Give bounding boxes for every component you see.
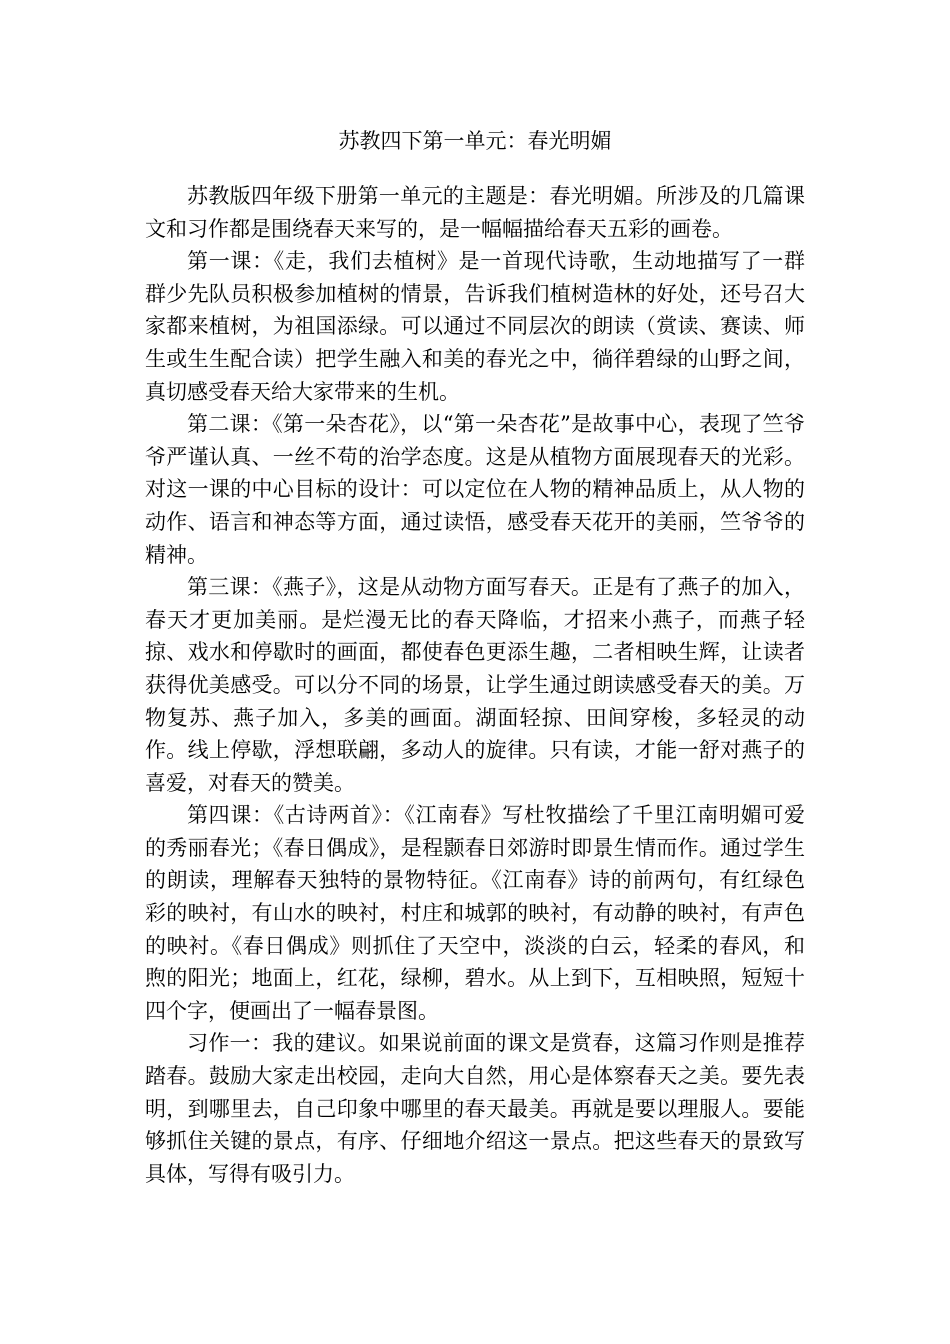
paragraph-writing-1: 习作一：我的建议。如果说前面的课文是赏春，这篇习作则是推荐踏春。鼓励大家走出校园，走向大自然，用心是体察春天之美。要先表明，到哪里去，自己印象中哪里的春天最美。再就是要以理服人。要能够抓住关键的景点，有序、仔细地介绍这一景点。把这些春天的景致写具体，写得有吸引力。 (145, 1031, 805, 1186)
paragraph-lesson-2: 第二课：《第一朵杏花》，以“第一朵杏花”是故事中心，表现了竺爷爷严谨认真、一丝不苟的治学态度。这是从植物方面展现春天的光彩。对这一课的中心目标的设计：可以定位在人物的精神品质上，从人物的动作、语言和神态等方面，通过读悟，感受春天花开的美丽，竺爷爷的精神。 (145, 412, 805, 567)
document-body (145, 180, 805, 1190)
document-title: 苏教四下第一单元：春光明媚 (338, 129, 612, 153)
paragraph-intro: 苏教版四年级下册第一单元的主题是：春光明媚。所涉及的几篇课文和习作都是围绕春天来写的，是一幅幅描给春天五彩的画卷。 (145, 184, 805, 241)
paragraph-lesson-4: 第四课：《古诗两首》：《江南春》写杜牧描绘了千里江南明媚可爱的秀丽春光；《春日偶成》，是程颢春日郊游时即景生情而作。通过学生的朗读，理解春天独特的景物特征。《江南春》诗的前两句，有红绿色彩的映衬，有山水的映衬，村庄和城郭的映衬，有动静的映衬，有声色的映衬。《春日偶成》则抓住了天空中，淡淡的白云，轻柔的春风，和煦的阳光；地面上，红花，绿柳，碧水。从上到下，互相映照，短短十四个字，便画出了一幅春景图。 (145, 803, 805, 1023)
paragraph-lesson-1: 第一课：《走，我们去植树》是一首现代诗歌，生动地描写了一群群少先队员积极参加植树的情景，告诉我们植树造林的好处，还号召大家都来植树，为祖国添绿。可以通过不同层次的朗读（赏读、赛读、师生或生生配合读）把学生融入和美的春光之中，徜徉碧绿的山野之间，真切感受春天给大家带来的生机。 (145, 249, 805, 404)
paragraph-lesson-3: 第三课：《燕子》，这是从动物方面写春天。正是有了燕子的加入，春天才更加美丽。是烂漫无比的春天降临，才招来小燕子，而燕子轻掠、戏水和停歇时的画面，都使春色更添生趣，二者相映生辉，让读者获得优美感受。可以分不同的场景，让学生通过朗读感受春天的美。万物复苏、燕子加入，多美的画面。湖面轻掠、田间穿梭，多轻灵的动作。线上停歇，浮想联翩，多动人的旋律。只有读，才能一舒对燕子的喜爱，对春天的赞美。 (145, 575, 805, 795)
